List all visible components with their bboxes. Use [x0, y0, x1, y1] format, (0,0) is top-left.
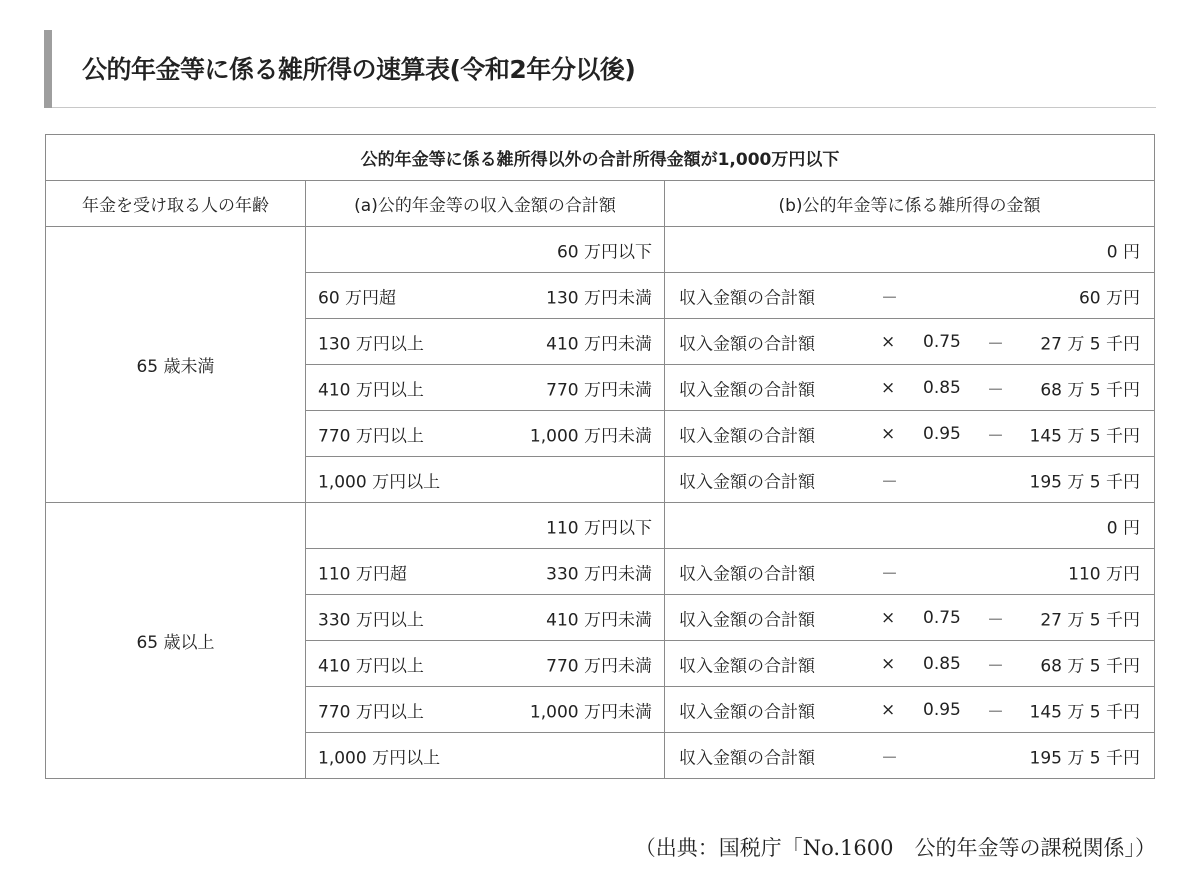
- formula-deduction-amount: 68 万 5 千円: [1040, 380, 1141, 400]
- formula-base-label: 収入金額の合計額: [679, 472, 815, 492]
- income-range-to: 1,000 万円未満: [529, 426, 652, 446]
- table-header-row: [46, 181, 1155, 227]
- formula-deduction-amount: 0 円: [1106, 242, 1141, 262]
- income-range-to: 330 万円未満: [546, 564, 652, 584]
- formula-base-label: 収入金額の合計額: [679, 610, 815, 630]
- misc-income-formula-cell: [665, 687, 1155, 733]
- formula-minus-sign: －: [987, 426, 1004, 446]
- income-range-to: 410 万円未満: [546, 610, 652, 630]
- formula-base-label: 収入金額の合計額: [679, 288, 815, 308]
- income-range-cell: [306, 365, 665, 411]
- formula-multiply-sign: ×: [881, 607, 896, 628]
- income-range-to: 410 万円未満: [546, 334, 652, 354]
- table-span-header-row: [46, 135, 1155, 181]
- formula-minus-sign: －: [881, 748, 898, 768]
- formula-rate: 0.75: [923, 331, 961, 352]
- income-range-from: 770 万円以上: [318, 702, 424, 722]
- misc-income-formula-cell: [665, 549, 1155, 595]
- income-range-cell: [306, 549, 665, 595]
- misc-income-formula-cell: [665, 641, 1155, 687]
- misc-income-formula-cell: [665, 411, 1155, 457]
- income-range-cell: [306, 411, 665, 457]
- income-range-from: 110 万円超: [318, 564, 407, 584]
- misc-income-formula-cell: [665, 365, 1155, 411]
- table-span-title: 公的年金等に係る雑所得以外の合計所得金額が1,000万円以下: [46, 135, 1155, 181]
- income-range-cell: [306, 733, 665, 779]
- income-range-from: 410 万円以上: [318, 656, 424, 676]
- formula-minus-sign: －: [987, 334, 1004, 354]
- formula-base-label: 収入金額の合計額: [679, 656, 815, 676]
- income-range-to: 110 万円以下: [546, 518, 652, 538]
- page-title: 公的年金等に係る雑所得の速算表(令和2年分以後): [82, 55, 636, 84]
- formula-multiply-sign: ×: [881, 423, 896, 444]
- age-group-cell: 65 歳未満: [46, 227, 306, 503]
- table-row: [46, 503, 1155, 549]
- misc-income-formula-cell: [665, 273, 1155, 319]
- heading-accent-bar: [44, 30, 52, 108]
- formula-deduction-amount: 27 万 5 千円: [1040, 610, 1141, 630]
- formula-deduction-amount: 68 万 5 千円: [1040, 656, 1141, 676]
- income-range-from: 1,000 万円以上: [318, 748, 441, 768]
- source-citation: （出典：国税庁「No.1600 公的年金等の課税関係」）: [634, 836, 1156, 860]
- formula-deduction-amount: 195 万 5 千円: [1029, 472, 1141, 492]
- formula-deduction-amount: 145 万 5 千円: [1029, 702, 1141, 722]
- income-range-from: 1,000 万円以上: [318, 472, 441, 492]
- formula-minus-sign: －: [881, 288, 898, 308]
- income-range-from: 60 万円超: [318, 288, 397, 308]
- income-range-from: 330 万円以上: [318, 610, 424, 630]
- formula-deduction-amount: 195 万 5 千円: [1029, 748, 1141, 768]
- income-range-from: 130 万円以上: [318, 334, 424, 354]
- formula-rate: 0.75: [923, 607, 961, 628]
- formula-minus-sign: －: [881, 472, 898, 492]
- formula-deduction-amount: 110 万円: [1068, 564, 1141, 584]
- formula-multiply-sign: ×: [881, 331, 896, 352]
- formula-base-label: 収入金額の合計額: [679, 564, 815, 584]
- income-range-cell: [306, 595, 665, 641]
- income-range-to: 60 万円以下: [556, 242, 652, 262]
- income-range-to: 770 万円未満: [546, 380, 652, 400]
- formula-minus-sign: －: [987, 610, 1004, 630]
- table-body: [46, 135, 1155, 779]
- income-range-cell: [306, 641, 665, 687]
- income-range-from: 770 万円以上: [318, 426, 424, 446]
- misc-income-formula-cell: [665, 595, 1155, 641]
- formula-deduction-amount: 60 万円: [1078, 288, 1141, 308]
- formula-base-label: 収入金額の合計額: [679, 748, 815, 768]
- formula-multiply-sign: ×: [881, 377, 896, 398]
- formula-deduction-amount: 0 円: [1106, 518, 1141, 538]
- income-range-from: 410 万円以上: [318, 380, 424, 400]
- formula-multiply-sign: ×: [881, 653, 896, 674]
- income-range-cell: [306, 687, 665, 733]
- formula-minus-sign: －: [987, 656, 1004, 676]
- misc-income-formula-cell: [665, 319, 1155, 365]
- formula-base-label: 収入金額の合計額: [679, 380, 815, 400]
- formula-base-label: 収入金額の合計額: [679, 702, 815, 722]
- income-range-cell: [306, 503, 665, 549]
- formula-base-label: 収入金額の合計額: [679, 426, 815, 446]
- formula-rate: 0.95: [923, 699, 961, 720]
- section-heading: [44, 30, 1156, 108]
- income-range-cell: [306, 273, 665, 319]
- misc-income-formula-cell: [665, 227, 1155, 273]
- formula-deduction-amount: 145 万 5 千円: [1029, 426, 1141, 446]
- formula-multiply-sign: ×: [881, 699, 896, 720]
- income-range-cell: [306, 457, 665, 503]
- misc-income-formula-cell: [665, 503, 1155, 549]
- misc-income-formula-cell: [665, 457, 1155, 503]
- income-range-cell: [306, 227, 665, 273]
- column-header-age: 年金を受け取る人の年齢: [46, 181, 306, 227]
- column-header-income-total: (a)公的年金等の収入金額の合計額: [306, 181, 665, 227]
- formula-minus-sign: －: [987, 380, 1004, 400]
- column-header-misc-income: (b)公的年金等に係る雑所得の金額: [665, 181, 1155, 227]
- formula-rate: 0.85: [923, 377, 961, 398]
- income-range-cell: [306, 319, 665, 365]
- income-range-to: 1,000 万円未満: [529, 702, 652, 722]
- misc-income-formula-cell: [665, 733, 1155, 779]
- formula-rate: 0.85: [923, 653, 961, 674]
- formula-minus-sign: －: [987, 702, 1004, 722]
- formula-minus-sign: －: [881, 564, 898, 584]
- formula-rate: 0.95: [923, 423, 961, 444]
- income-range-to: 130 万円未満: [546, 288, 652, 308]
- income-range-to: 770 万円未満: [546, 656, 652, 676]
- age-group-cell: 65 歳以上: [46, 503, 306, 779]
- formula-deduction-amount: 27 万 5 千円: [1040, 334, 1141, 354]
- table-row: [46, 227, 1155, 273]
- formula-base-label: 収入金額の合計額: [679, 334, 815, 354]
- quick-calc-table: [45, 134, 1155, 779]
